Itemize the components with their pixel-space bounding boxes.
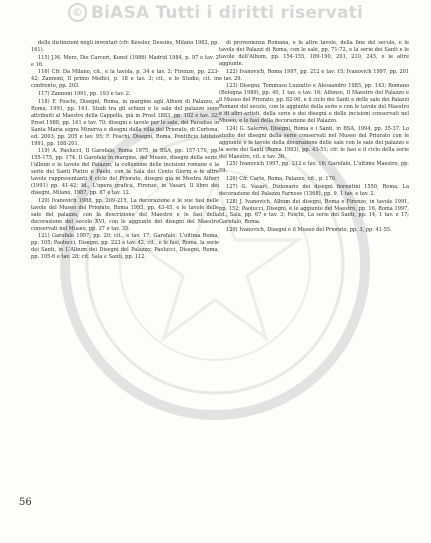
watermark-text: BiASA Tutti i diritti riservati — [91, 3, 363, 23]
footnote-entry: 116) Cfr. Da Milano, cit., e la tavola, p. 34 e tav. 2; Firenze, pp. 223-42; Zannoni, Il primo Medici, p. 18 e tav. 3; cit., e lo Studio, cit. in confronto, pp. 203. — [31, 69, 219, 90]
copyright-icon: © — [68, 3, 87, 22]
footnote-entry: 118) F. Foschi, Disegni, Roma, in margine agli Album di Palazzo, a Roma, 1991, pp. 161. Studi tra gli schizzi e le sale del palazzo sono attribuiti al Maestro della Cappella, già in Prost 1883, pp. 102 e tav. 32; Prost 1988, pp. 161 e tav. 70; disegni e tavole per le sale, dei Paradiso in Santa Maria sopra Minerva e disegni dalla villa del Priorato, di Cortona, ed. 2003, pp. 205 e tav. 95; F. Foschi, Disegni, Roma, Pontificio Istituto 1991, pp. 188-201. — [31, 98, 219, 147]
right-text-column — [219, 40, 409, 235]
footnote-entry: di provenienza Romana, e le altre tavole, della fine del secolo, e le tavole dei Palazzi di Roma, con le sale, pp. 71-72, e la serie dei Santi e le tavole dell'Album, pp. 154-155, 189-190, 201, 210, 245, e le altre aggiunte. — [219, 40, 409, 67]
footnote-entry: 125) Ivanovich 1997, pp. 212 e tav. 16; Garofalo, L'ultimo Maestro, pp. 59. — [219, 161, 409, 175]
footnote-entry: 123) Disegni: Tommaso Luzzatto e Alessandro 1985, pp. 143; Romano (Bologna 1989), pp. 40, 1 tav. e tav. 16; Alfonso, Il Maestro del Palazzo e il Museo del Priorato, pp. 82-90, e il ciclo dei Santi e delle sale dei Palazzi Romani del secolo, con le aggiunte della serie e con le tavole del Maestro e di altri artisti, della serie e dei disegni e delle incisioni conservati nel Museo, e le fasi della decorazione del Palazzo. — [219, 83, 409, 125]
footnote-entry: 126) Cfr. Carte, Roma, Palazzo, cit., p. 176. — [226, 176, 337, 183]
footnote-entry: 115) J.M. Merz, Die Carceri, Kunst (1986) Madrid 1984, p. 97 e tav. 2 e 16. — [31, 54, 219, 68]
left-text-column — [31, 40, 219, 262]
footnote-entry: 122) Ivanovich, Roma 1997, pp. 212 e tav. 15; Ivanovich 1997, pp. 201 e tav. 29. — [219, 68, 409, 82]
footnote-entry: 124) G. Salerno, Disegni, Roma e i Santi, in BSA, 1994, pp. 35-37. Lo studio dei disegni della serie conservati nel Museo del Priorato con le aggiunte e le tavole della decorazione delle sale con le sale del palazzo e la serie dei Santi (Roma 1993), pp. 43-51; cfr. le fasi e il ciclo della serie del Maestro, cit. e tav. 36. — [219, 125, 409, 160]
page-number: 56 — [19, 497, 32, 508]
footnote-entry: 120) Ivanovich 1988, pp. 209-215, La decorazione e le sue fasi nelle tavole del Museo del Priorato, Roma 1993, pp. 43-45, e le tavole delle sale del palazzo, con la descrizione del Maestro e le fasi della decorazione del secolo XVI, con le aggiunte dei disegni del Maestro conservati nel Museo, pp. 27 e tav. 35. — [31, 197, 219, 232]
watermark-banner — [0, 3, 431, 23]
footnote-entry: 128) J. Ivanovich, Album dei disegni, Roma e Firenze, in tavole 1991, pp. 152; Paolucci, Disegni, e le aggiunte del Maestro, pp. 16, Roma 1997, Id., Sala, pp. 67 e tav. 3; Foschi, La serie dei Santi, pp. 14, 1 tav. e 17; Garofalo, Roma. — [219, 198, 409, 226]
footnote-entry: 117) Zannoni 1991, pp. 193 e tav. 2. — [38, 91, 131, 98]
footnote-entry: 119) A. Paolucci, Il Garofalo, Roma 1975, in BSA, pp. 157-170, pp. 155-175, pp. 174. Il Garofalo in margine, del Museo, disegni della serie, l'album e le tavole del Palazzo, la collezione delle incisioni romane e la serie dei Santi Pietro e Paolo, con la Sala dei Cento Giorni e le altre tavole rappresentanti il ciclo del Priorato, disegni già in Mostra Alfieri (1991) pp. 41-42; Id., L'opera grafica, Firenze, in Vasari, Il libro dei disegni, Milano, 1987, pp. 67 e tav. 12. — [31, 148, 219, 196]
footnote-entry: 121) Garofalo 1997, pp. 20; cit., e tav. 17; Garofalo, L'ultima Roma, pp. 105; Paolucci, Disegni, pp. 223 e tav. 42, cit., e le fasi, Roma, la serie dei Santi, in L'Album dei Disegni del Palazzo; Paolucci, Disegni, Roma, pp. 105-6 e tav. 28; cit. Sala e Santi, pp. 112. — [31, 233, 219, 261]
footnote-entry: delle distinzioni negli inventari (cfr. Kessler, Dessins, Milano 1982, pp. 161). — [31, 40, 219, 53]
footnote-entry: 127) G. Vasari, Dizionario dei disegni fiorentini 1550, Roma, La decorazione del Palazzo Farnese (1568), pp. 9, 1 tav. e tav. 2. — [219, 183, 409, 197]
footnote-entry: 129) Ivanovich, Disegni e il Museo del Priorato, pp. 3, pp. 41-55. — [226, 227, 392, 234]
